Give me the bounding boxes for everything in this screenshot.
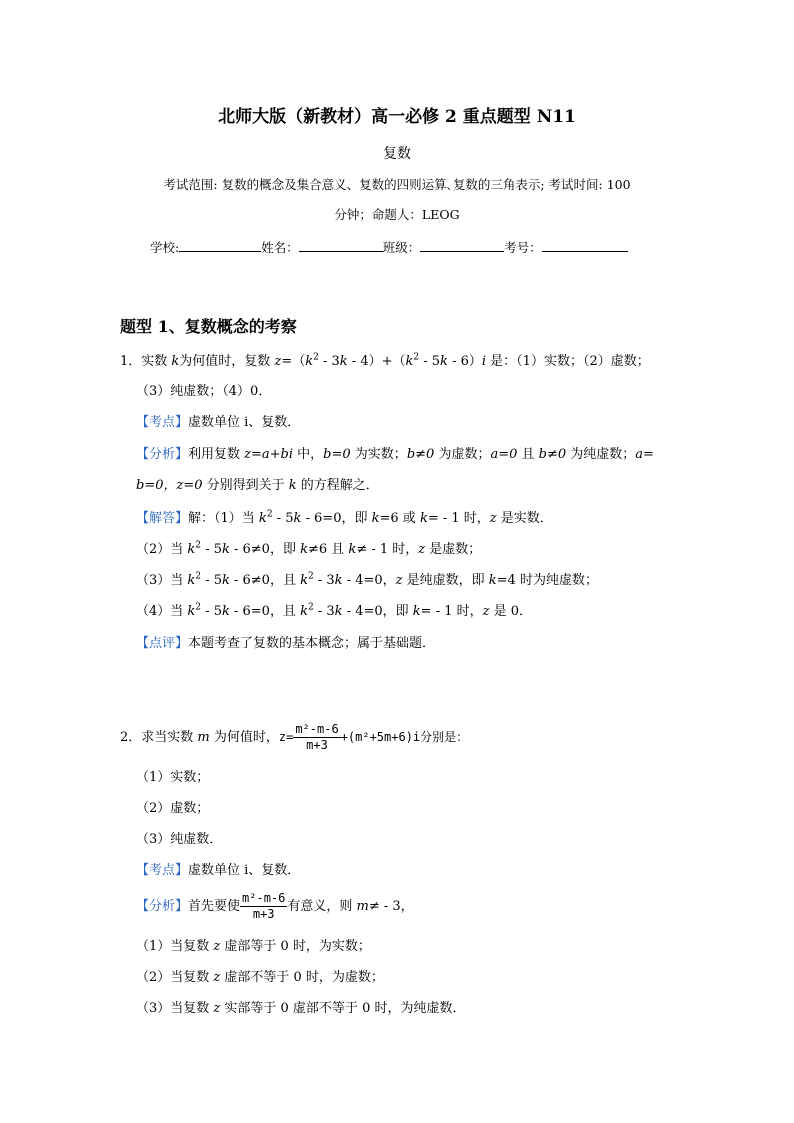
q2-analysis-line-3: （3）当复数 z 实部等于 0 虚部不等于 0 时，为纯虚数．: [136, 1001, 466, 1016]
class-field[interactable]: [420, 238, 504, 252]
q1-analysis-line-1: 【分析】利用复数 z=a+bi 中，b=0 为实数；b≠0 为虚数；a=0 且 b≠0 为纯虚数；a=: [136, 447, 654, 462]
q1-answer-line-2: （2）当 $k^2 - 5k - 6\ne 0$，即 k≠6 且 k≠ - 1 时，z 是虚数；: [136, 540, 482, 557]
name-label: 姓名：: [261, 240, 299, 255]
q1-point: 【考点】虚数单位 i、复数．: [136, 415, 301, 430]
section-1-title: 题型 1、复数概念的考察: [120, 317, 297, 336]
student-info-row: [150, 238, 628, 257]
name-field[interactable]: [299, 238, 383, 252]
q2-option-3: （3）纯虚数．: [136, 832, 223, 847]
analysis-tag: 【分析】: [136, 447, 189, 462]
q1-answer-line-4: （4）当 $k^2 - 5k - 6=0$，且 $k^2 - 3k - 4=0$，即 k= - 1 时，z 是 0．: [136, 602, 533, 619]
q1-stem-line-2: （3）纯虚数；（4）0．: [136, 384, 272, 399]
analysis-tag: 【分析】: [136, 899, 189, 914]
q1-analysis-line-2: b=0，z=0 分别得到关于 k 的方程解之．: [136, 478, 379, 493]
q1-stem-line-1: 1．实数 k为何值时，复数 $z=(k^2 - 3k - 4)+(k^2 - 5k - 6)i$ 是：（1）实数；（2）虚数；: [120, 352, 650, 369]
document-subtitle: 复数: [383, 146, 411, 162]
q2-fraction: $\frac{\text{m²-m-6}}{m+3}$: [295, 722, 339, 752]
q2-option-1: （1）实数；: [136, 770, 210, 785]
q1-answer-line-1: 【解答】解：（1）当 $k^2 - 5k - 6=0$，即 k=6 或 k= - 1 时，z 是实数．: [136, 509, 553, 526]
school-label: 学校:: [150, 240, 180, 255]
point-tag: 【考点】: [136, 863, 189, 878]
exam-number-field[interactable]: [542, 238, 628, 252]
point-tag: 【考点】: [136, 415, 189, 430]
number-label: 考号：: [504, 240, 542, 255]
q2-analysis: 【分析】首先要使 $\frac{\text{m²-m-6}}{m+3}$ 有意义，则 m≠ - 3，: [136, 891, 414, 921]
q2-analysis-line-2: （2）当复数 z 虚部不等于 0 时，为虚数；: [136, 970, 384, 985]
q2-option-2: （2）虚数；: [136, 801, 210, 816]
document-title: 北师大版（新教材）高一必修 2 重点题型 N11: [218, 107, 576, 127]
q2-point: 【考点】虚数单位 i、复数．: [136, 863, 301, 878]
exam-info-line-1: 考试范围: 复数的概念及集合意义、复数的四则运算､复数的三角表示; 考试时间: 100: [163, 177, 631, 192]
q1-answer-line-3: （3）当 $k^2 - 5k - 6\ne 0$，且 $k^2 - 3k - 4=0$，z 是纯虚数，即 k=4 时为纯虚数；: [136, 571, 598, 588]
school-field[interactable]: [179, 238, 261, 252]
exam-info-line-2: 分钟；命题人：LEOG: [334, 207, 460, 222]
answer-tag: 【解答】: [136, 511, 189, 526]
q2-stem: 2．求当实数 m 为何值时，z= $\frac{\text{m²-m-6}}{m+3}$ +(m²+5m+6)i分别是：: [120, 722, 469, 752]
q2-analysis-line-1: （1）当复数 z 虚部等于 0 时，为实数；: [136, 939, 371, 954]
comment-tag: 【点评】: [136, 636, 189, 651]
q2-analysis-fraction: $\frac{\text{m²-m-6}}{m+3}$: [242, 891, 286, 921]
class-label: 班级：: [382, 240, 421, 255]
q1-comment: 【点评】本题考查了复数的基本概念；属于基础题．: [136, 636, 436, 651]
